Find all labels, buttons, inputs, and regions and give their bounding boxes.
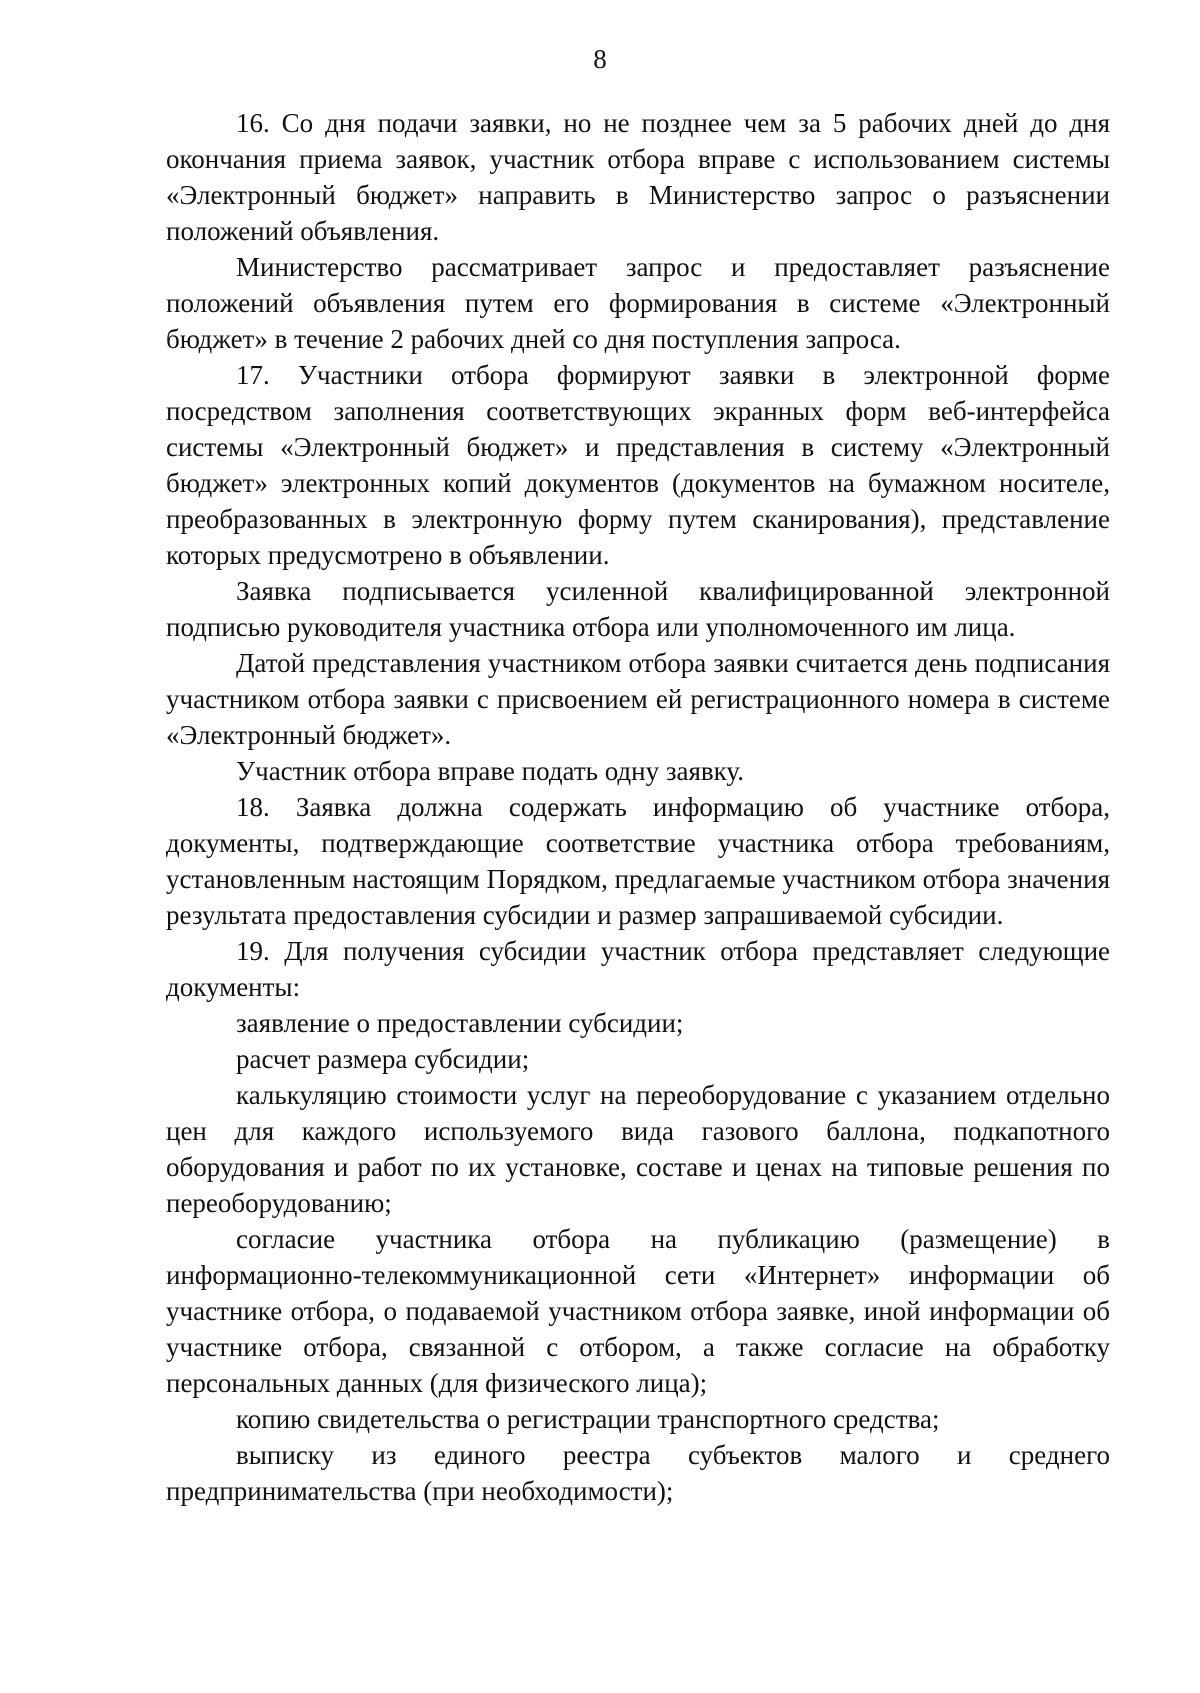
paragraph-submission-date: Датой представления участником отбора заявки считается день подписания участником отбора заявки с присвоением ей регистрационного номера в системе «Электронный бюджет». (166, 648, 1110, 750)
list-item-service-cost-calculation: калькуляцию стоимости услуг на переоборудование с указанием отдельно цен для каждого используемого вида газового баллона, подкапотного оборудования и работ по их установке, составе и ценах на типовые решения по переоборудованию; (166, 1080, 1110, 1218)
paragraph-ministry-response: Министерство рассматривает запрос и предоставляет разъяснение положений объявления путем его формирования в системе «Электронный бюджет» в течение 2 рабочих дней со дня поступления запроса. (166, 252, 1110, 354)
paragraph-signature: Заявка подписывается усиленной квалифицированной электронной подписью руководителя участника отбора или уполномоченного им лица. (166, 576, 1110, 642)
list-item-consent: согласие участника отбора на публикацию (размещение) в информационно-телекоммуникационной сети «Интернет» информации об участнике отбора, о подаваемой участником отбора заявке, иной информации об участнике отбора, связанной с отбором, а также согласие на обработку персональных данных (для физического лица); (166, 1224, 1110, 1398)
list-item-application-statement: заявление о предоставлении субсидии; (236, 1008, 684, 1038)
document-body (166, 105, 1110, 1509)
list-item-vehicle-registration-copy: копию свидетельства о регистрации транспортного средства; (236, 1404, 940, 1434)
page-number: 8 (593, 44, 607, 74)
list-item-subsidy-calculation: расчет размера субсидии; (236, 1044, 530, 1074)
paragraph-18: 18. Заявка должна содержать информацию об участнике отбора, документы, подтверждающие соответствие участника отбора требованиям, установленным настоящим Порядком, предлагаемые участником отбора значения результата предоставления субсидии и размер запрашиваемой субсидии. (166, 792, 1110, 930)
paragraph-17: 17. Участники отбора формируют заявки в электронной форме посредством заполнения соответствующих экранных форм веб-интерфейса системы «Электронный бюджет» и представления в систему «Электронный бюджет» электронных копий документов (документов на бумажном носителе, преобразованных в электронную форму путем сканирования), представление которых предусмотрено в объявлении. (166, 360, 1110, 570)
paragraph-one-application: Участник отбора вправе подать одну заявку. (236, 756, 744, 786)
paragraph-19: 19. Для получения субсидии участник отбора представляет следующие документы: (166, 936, 1110, 1002)
list-item-registry-extract: выписку из единого реестра субъектов малого и среднего предпринимательства (при необходимости); (166, 1440, 1110, 1506)
paragraph-16: 16. Со дня подачи заявки, но не позднее чем за 5 рабочих дней до дня окончания приема заявок, участник отбора вправе с использованием системы «Электронный бюджет» направить в Министерство запрос о разъяснении положений объявления. (166, 108, 1110, 246)
